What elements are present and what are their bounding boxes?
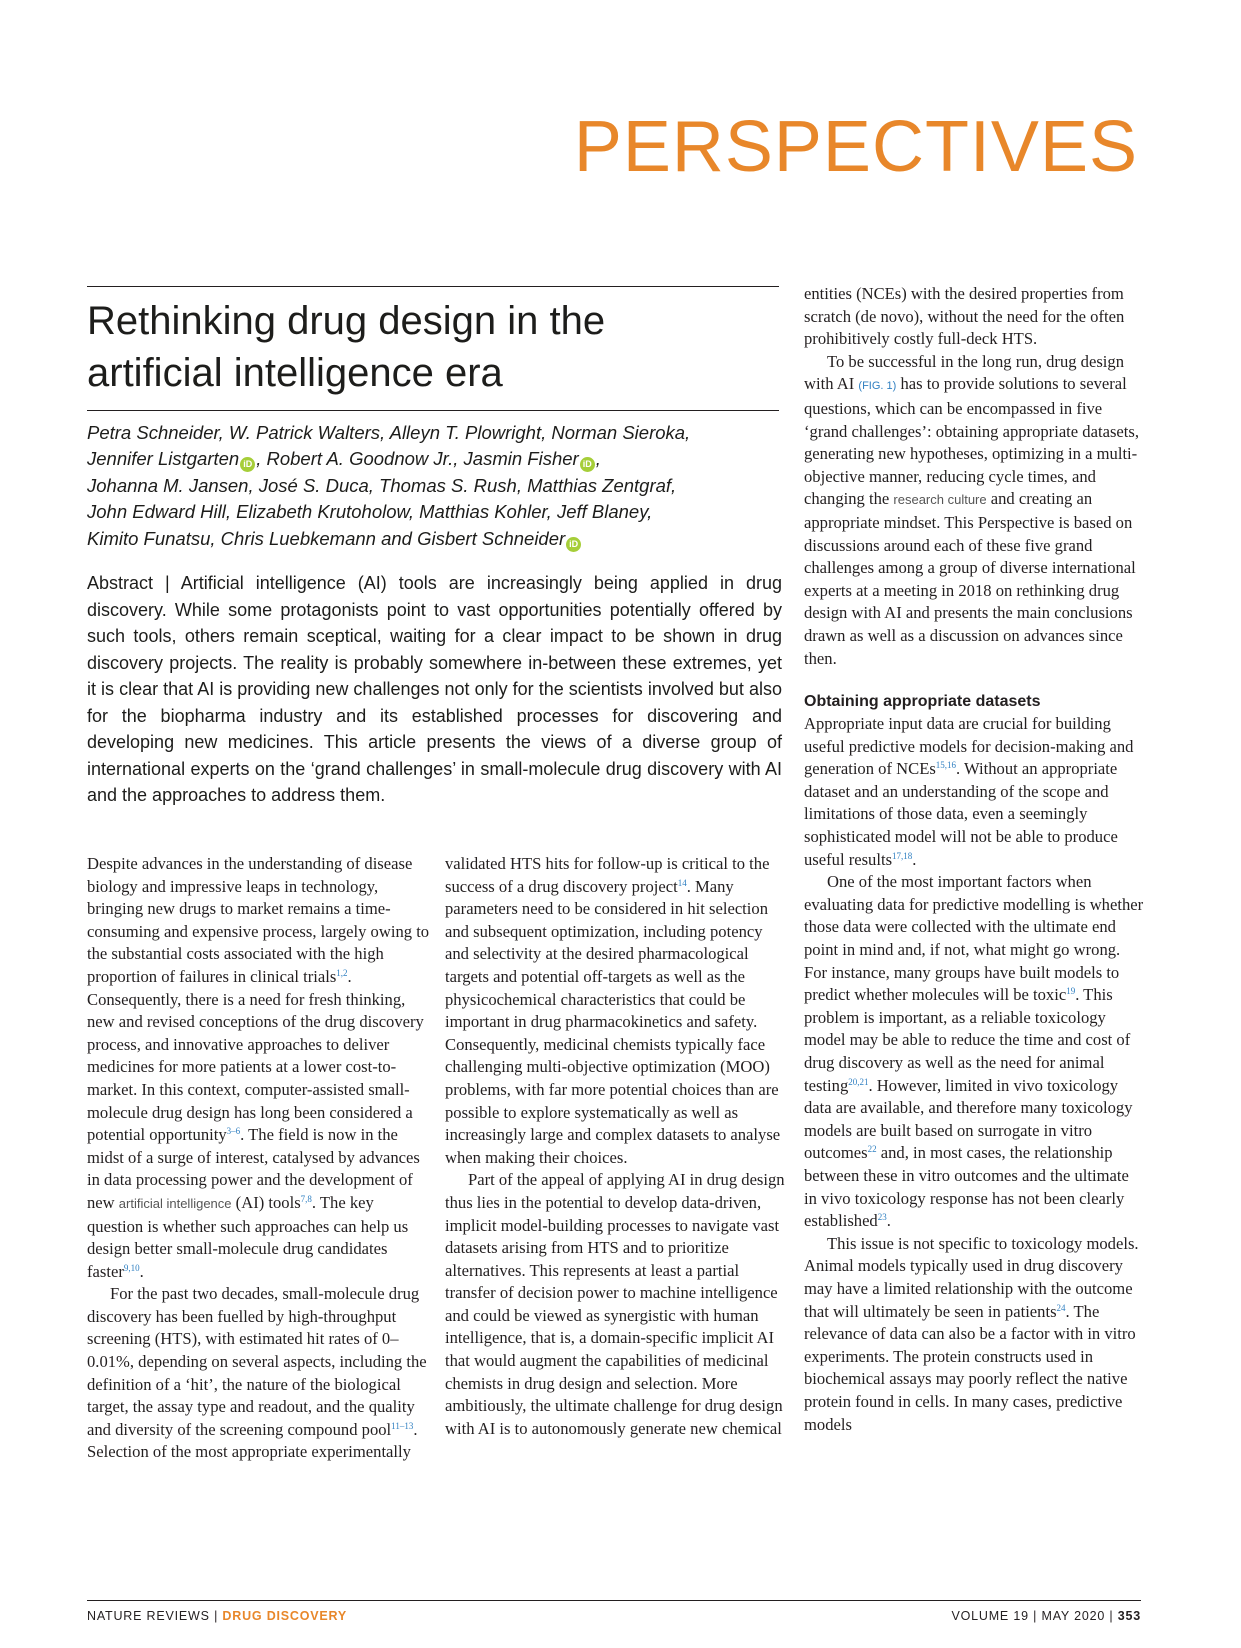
glossary-link[interactable]: artificial intelligence <box>118 1195 232 1211</box>
citation-ref[interactable]: 23 <box>877 1212 887 1223</box>
paragraph: Appropriate input data are crucial for building useful predictive models for decision-making and generation of NCEs$^{15,16}$. Without an appropriate dataset and an understanding of the scope and limitations of those data, even a seemingly sophisticated model will not be able to produce useful results$^{17,18}$. <box>804 714 1134 869</box>
paragraph: entities (NCEs) with the desired properties from scratch (de novo), without the need for the often prohibitively costly full-deck HTS. <box>804 284 1125 349</box>
citation-ref[interactable]: 9,10 <box>123 1262 140 1273</box>
paragraph: To be successful in the long run, drug design with AI (FIG. 1) has to provide solutions to several questions, which can be encompassed in five ‘grand challenges’: obtaining appropriate datasets, generating new hypotheses, optimizing in a multi-objective manner, reducing cycle times, and changing the research culture and creating an appropriate mindset. This Perspective is based on discussions around each of these five grand challenges among a group of diverse international experts at a meeting in 2018 on rethinking drug design with AI and presents the main conclusions drawn as well as a discussion on advances since then. <box>804 351 1139 668</box>
footer-issue: VOLUME 19 | MAY 2020 | 353 <box>951 1609 1141 1623</box>
citation-ref[interactable]: 15,16 <box>935 760 957 771</box>
authors-line-2: Jennifer Listgarten iD , Robert A. Goodnow Jr., Jasmin Fisher iD , <box>87 446 777 472</box>
section-heading: Obtaining appropriate datasets <box>804 693 1041 711</box>
authors-line-1: Petra Schneider, W. Patrick Walters, Alleyn T. Plowright, Norman Sieroka, <box>87 422 691 443</box>
citation-ref[interactable]: 20,21 <box>848 1076 869 1087</box>
citation-ref[interactable]: 19 <box>1066 986 1076 997</box>
title-line-2: artificial intelligence era <box>87 351 503 395</box>
paragraph: validated HTS hits for follow-up is critical to the success of a drug discovery project$^{14}$. Many parameters need to be considered in hit selection and subsequent optimization, including potency and selectivity at the desired pharmacological targets and potential off-targets as well as the physicochemical characteristics that could be important in drug pharmacokinetics and safety. Consequently, medicinal chemists typically face challenging multi-objective optimization (MOO) problems, with far more potential choices than are possible to explore systematically as well as increasingly large and complex datasets to analyse when making their choices. <box>445 854 781 1167</box>
body-column-3 <box>804 283 1144 1436</box>
author-list <box>87 420 777 552</box>
authors-line-4: John Edward Hill, Elizabeth Krutoholow, Matthias Kohler, Jeff Blaney, <box>87 501 653 523</box>
authors-line-5: Kimito Funatsu, Chris Luebkemann and Gisbert Schneider iD <box>87 526 777 552</box>
section-label: PERSPECTIVES <box>573 107 1138 187</box>
orcid-icon[interactable]: iD <box>240 457 255 472</box>
abstract: Abstract | Artificial intelligence (AI) tools are increasingly being applied in drug discovery. While some protagonists point to vast opportunities potentially offered by such tools, others remain sceptical, waiting for a clear impact to be shown in drug discovery projects. The reality is probably somewhere in-between these extremes, yet it is clear that AI is providing new challenges not only for the scientists involved but also for the biopharma industry and its established processes for discovering and developing new medicines. This article presents the views of a diverse group of international experts on the ‘grand challenges’ in small-molecule drug discovery with AI and the approaches to address them. <box>87 573 782 805</box>
body-column-1 <box>87 853 431 1464</box>
figure-link[interactable]: (FIG. 1) <box>858 380 897 393</box>
title-line-1: Rethinking drug design in the <box>87 299 606 343</box>
citation-ref[interactable]: 7,8 <box>300 1193 312 1204</box>
citation-ref[interactable]: 22 <box>867 1144 877 1155</box>
orcid-icon[interactable]: iD <box>580 457 595 472</box>
paragraph: This issue is not specific to toxicology models. Animal models typically used in drug discovery may have a limited relationship with the outcome that will ultimately be seen in patients$^{24}$. The relevance of data can also be a factor with in vitro experiments. The protein constructs used in biochemical assays may poorly reflect the native protein found in cells. In many cases, predictive models <box>804 1233 1139 1434</box>
title-top-rule <box>87 286 779 287</box>
footer-rule <box>87 1600 1141 1601</box>
citation-ref[interactable]: 11–13 <box>391 1420 414 1431</box>
page-number: 353 <box>1117 1609 1141 1623</box>
citation-ref[interactable]: 1,2 <box>336 967 348 978</box>
glossary-link[interactable]: research culture <box>893 492 987 508</box>
body-column-2 <box>445 853 789 1440</box>
citation-ref[interactable]: 3–6 <box>226 1126 241 1137</box>
citation-ref[interactable]: 14 <box>677 877 687 888</box>
citation-ref[interactable]: 17,18 <box>892 850 913 861</box>
paragraph: Part of the appeal of applying AI in drug design thus lies in the potential to develop data-driven, implicit model-building processes to navigate vast datasets arising from HTS and to prioritize alternatives. This represents at least a partial transfer of decision power to machine intelligence and could be viewed as synergistic with human intelligence, that is, a domain-specific implicit AI that would augment the capabilities of medicinal chemists in drug design and selection. More ambitiously, the ultimate challenge for drug design with AI is to autonomously generate new chemical <box>445 1170 785 1438</box>
authors-line-3: Johanna M. Jansen, José S. Duca, Thomas S. Rush, Matthias Zentgraf, <box>87 474 677 496</box>
paragraph: For the past two decades, small-molecule drug discovery has been fuelled by high-throughput screening (HTS), with estimated hit rates of 0–0.01%, depending on several aspects, including the definition of a ‘hit’, the nature of the biological target, the assay type and readout, and the quality and diversity of the screening compound pool$^{11-13}$. Selection of the most appropriate experimentally <box>87 1284 427 1462</box>
paragraph: One of the most important factors when evaluating data for predictive modelling is whether those data were collected with the ultimate end point in mind and, if not, what might go wrong. For instance, many groups have built models to predict whether molecules will be toxic$^{19}$. This problem is important, as a reliable toxicology model may be able to reduce the time and cost of drug discovery as well as the need for animal testing$^{20,21}$. However, limited in vivo toxicology data are available, and therefore many toxicology models are built based on surrogate in vitro outcomes$^{22}$ and, in most cases, the relationship between these in vitro outcomes and the ultimate in vivo toxicology response has not been clearly established$^{23}$. <box>804 872 1144 1231</box>
footer-journal: NATURE REVIEWS | DRUG DISCOVERY <box>87 1609 348 1623</box>
citation-ref[interactable]: 24 <box>1056 1302 1066 1313</box>
article-title <box>87 295 767 399</box>
paragraph: Despite advances in the understanding of disease biology and impressive leaps in technology, bringing new drugs to market remains a time-consuming and expensive process, largely owing to the substantial costs associated with the high proportion of failures in clinical trials$^{1,2}$. Consequently, there is a need for fresh thinking, new and revised conceptions of the drug discovery process, and innovative approaches to deliver medicines for more patients at a lower cost-to-market. In this context, computer-assisted small-molecule drug design has long been considered a potential opportunity$^{3-6}$. The field is now in the midst of a surge of interest, catalysed by advances in data processing power and the development of new artificial intelligence (AI) tools$^{7,8}$. The key question is whether such approaches can help us design better small-molecule drug candidates faster$^{9,10}$. <box>87 854 430 1281</box>
orcid-icon[interactable]: iD <box>566 537 581 552</box>
title-bottom-rule <box>87 410 779 411</box>
